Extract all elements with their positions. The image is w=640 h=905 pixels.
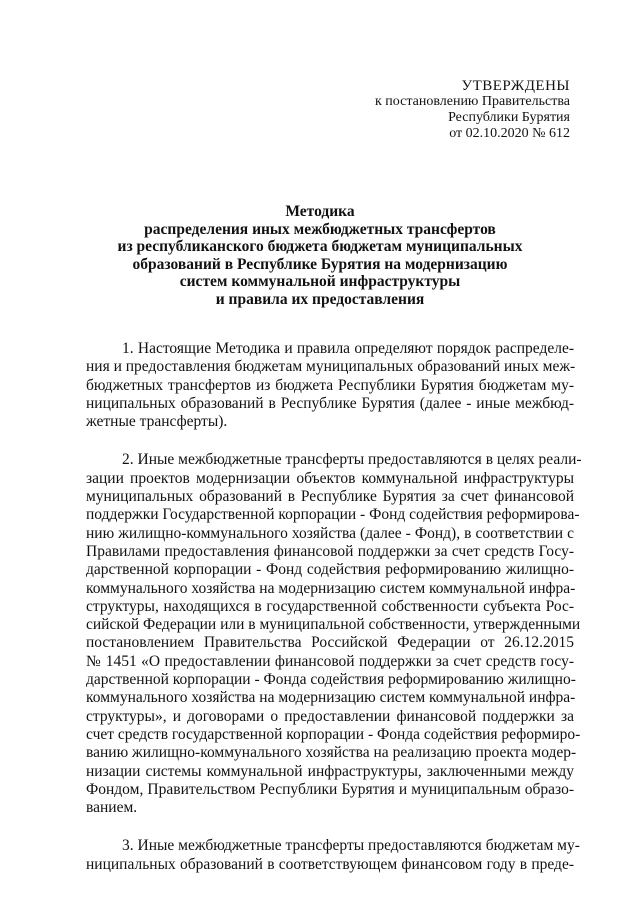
paragraph-line: жетные трансферты). bbox=[86, 413, 228, 431]
paragraph-line: ниципальных образований в Республике Бурятия (далее - иные межбюд- bbox=[86, 394, 574, 412]
paragraph-line: низации системы коммунальной инфраструктуры, заключенными между bbox=[86, 762, 574, 780]
paragraph-line: постановлением Правительства Российской Федерации от 26.12.2015 bbox=[86, 634, 574, 652]
title-line: и правила их предоставления bbox=[215, 290, 425, 308]
title-line: систем коммунальной инфраструктуры bbox=[179, 273, 461, 290]
paragraph-line: дарственной корпорации - Фонд содействия реформированию жилищно- bbox=[86, 561, 574, 579]
paragraph-3 bbox=[86, 837, 580, 874]
approval-line: Республики Бурятия bbox=[448, 110, 570, 125]
approval-heading: УТВЕРЖДЕНЫ bbox=[461, 78, 570, 94]
paragraph-line: бюджетных трансфертов из бюджета Республики Бурятия бюджетам му- bbox=[86, 376, 574, 394]
title-line: распределения иных межбюджетных трансфертов bbox=[144, 220, 496, 238]
paragraph-line: ванием. bbox=[86, 799, 138, 817]
title-line: Методика bbox=[285, 203, 355, 220]
title-line: из республиканского бюджета бюджетам муниципальных bbox=[117, 238, 523, 255]
paragraph-2 bbox=[86, 451, 582, 817]
document-title bbox=[0, 203, 640, 308]
approval-block bbox=[375, 78, 570, 142]
paragraph-1 bbox=[86, 340, 574, 431]
paragraph-line: дарственной корпорации - Фонда содействия реформированию жилищно- bbox=[86, 671, 576, 689]
paragraph-line: сийской Федерации или в муниципальной собственности, утвержденными bbox=[86, 616, 581, 634]
paragraph-line: структуры», и договорами о предоставлении финансовой поддержки за bbox=[86, 707, 574, 725]
approval-line: к постановлению Правительства bbox=[374, 94, 570, 109]
paragraph-line: № 1451 «О предоставлении финансовой поддержки за счет средств госу- bbox=[86, 652, 574, 670]
paragraph-line: счет средств государственной корпорации - Фонда содействия реформиро- bbox=[86, 725, 581, 743]
paragraph-line: структуры, находящихся в государственной собственности субъекта Рос- bbox=[86, 597, 574, 615]
paragraph-line: поддержки Государственной корпорации - Фонд содействия реформирова- bbox=[86, 506, 580, 524]
paragraph-line: коммунального хозяйства на модернизацию систем коммунальной инфра- bbox=[86, 689, 576, 707]
title-line: образований в Республике Бурятия на модернизацию bbox=[132, 255, 508, 273]
paragraph-line: зации проектов модернизации объектов коммунальной инфраструктуры bbox=[86, 469, 574, 487]
approval-line: от 02.10.2020 № 612 bbox=[449, 126, 570, 141]
paragraph-line: ниципальных образований в соответствующем финансовом году в преде- bbox=[86, 855, 574, 873]
paragraph-line: коммунального хозяйства на модернизацию систем коммунальной инфра- bbox=[86, 579, 576, 597]
paragraph-line: муниципальных образований в Республике Бурятия за счет финансовой bbox=[86, 488, 574, 506]
document-body bbox=[86, 340, 582, 894]
paragraph-line: 2. Иные межбюджетные трансферты предоставляются в целях реали- bbox=[122, 451, 582, 469]
paragraph-line: 3. Иные межбюджетные трансферты предоставляются бюджетам му- bbox=[122, 837, 580, 855]
paragraph-line: Правилами предоставления финансовой поддержки за счет средств Госу- bbox=[86, 542, 574, 560]
paragraph-line: нию жилищно-коммунального хозяйства (далее - Фонд), в соответствии с bbox=[86, 524, 574, 542]
paragraph-line: ния и предоставления бюджетам муниципальных образований иных меж- bbox=[86, 358, 576, 376]
paragraph-line: Фондом, Правительством Республики Бурятия и муниципальным образо- bbox=[86, 780, 574, 798]
paragraph-line: 1. Настоящие Методика и правила определяют порядок распределе- bbox=[122, 340, 574, 357]
paragraph-line: ванию жилищно-коммунального хозяйства на реализацию проекта модер- bbox=[86, 744, 577, 762]
